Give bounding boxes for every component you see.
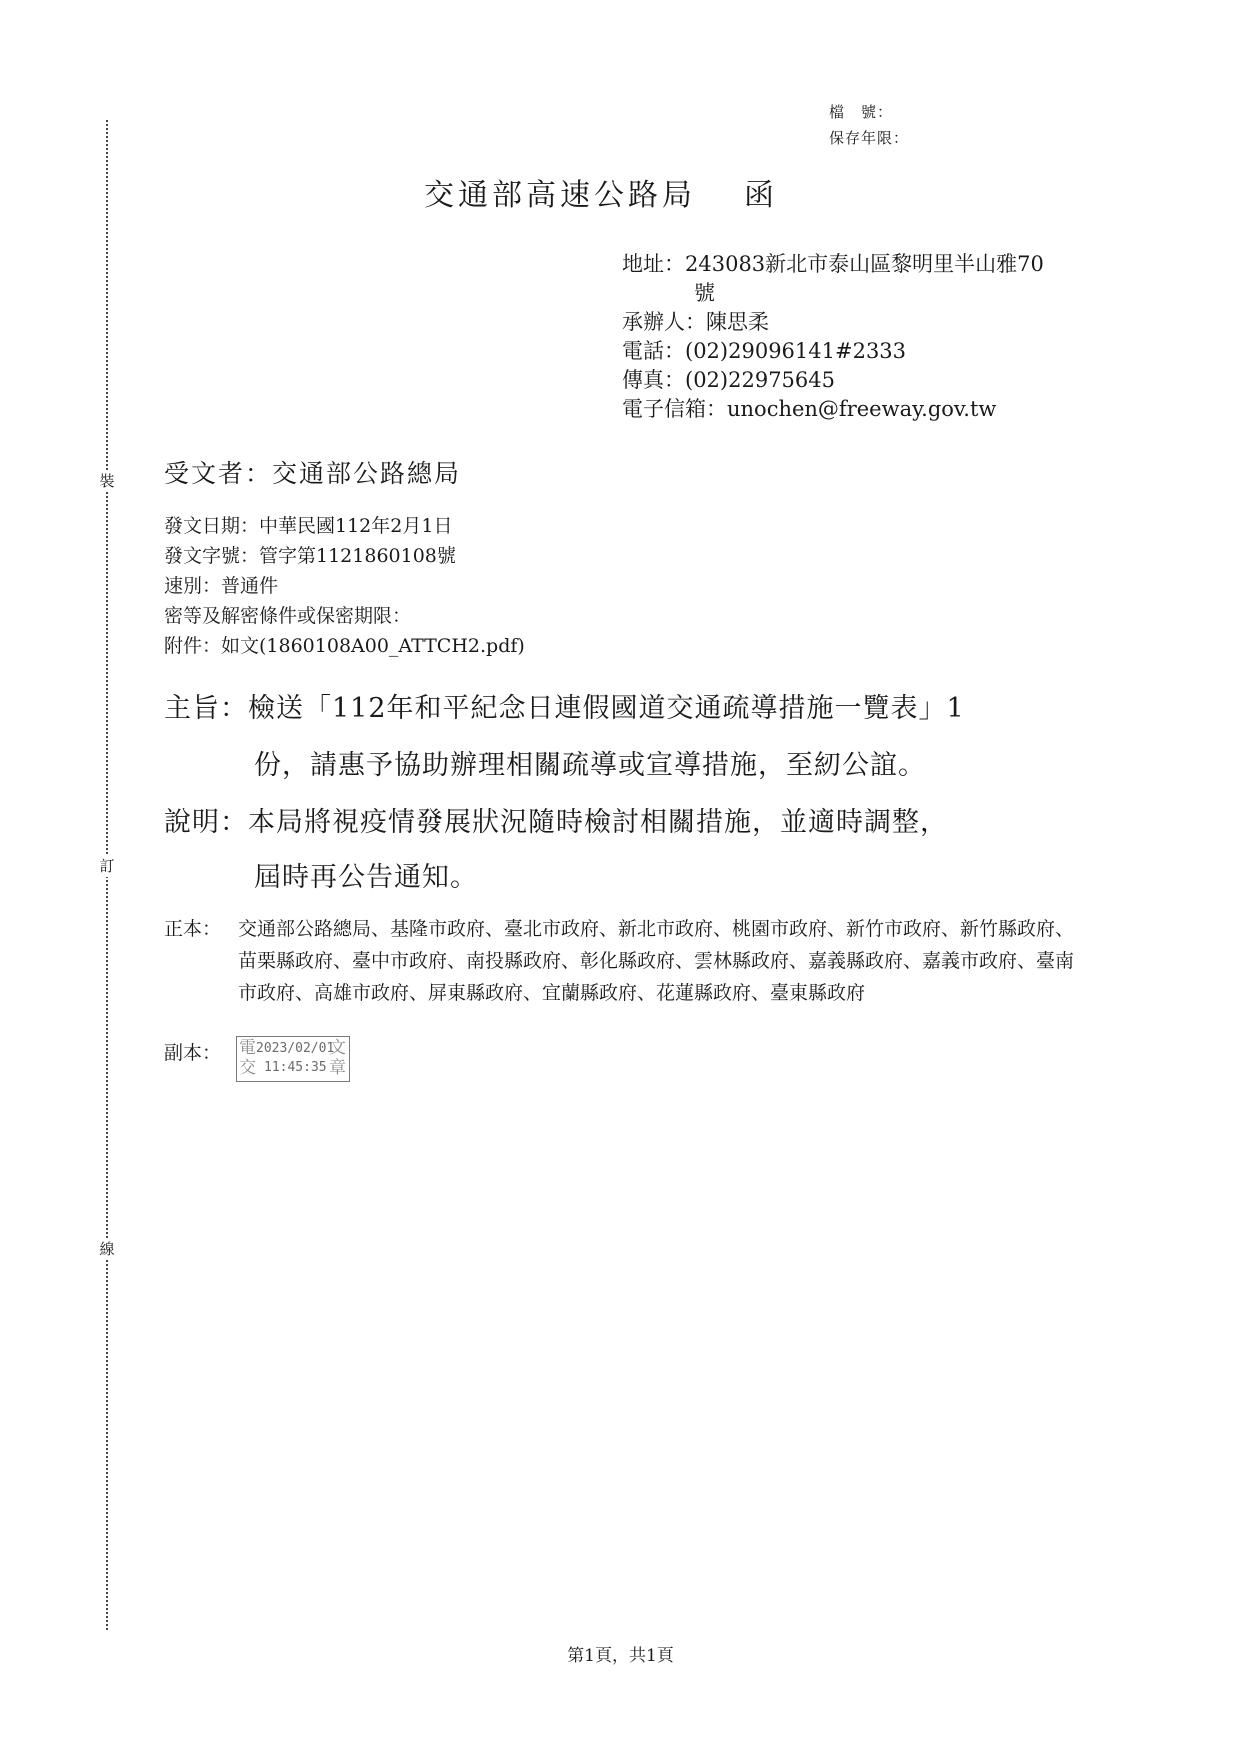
stamp-char: 章 <box>329 1058 346 1078</box>
stamp-char: 電 <box>239 1038 256 1058</box>
page-number: 第1頁，共1頁 <box>567 1646 674 1666</box>
stamp-date: 2023/02/01 <box>256 1041 335 1056</box>
subject-line-1: 主旨：檢送「112年和平紀念日連假國道交通疏導措施一覽表」1 <box>164 693 965 724</box>
email: 電子信箱：unochen@freeway.gov.tw <box>622 397 997 421</box>
electronic-stamp <box>236 1036 350 1082</box>
explanation-line-1: 說明：本局將視疫情發展狀況隨時檢討相關措施，並適時調整， <box>164 807 948 838</box>
document-meta <box>164 511 525 661</box>
retention-period-label: 保存年限： <box>829 129 910 147</box>
classification: 密等及解密條件或保密期限： <box>164 605 412 627</box>
attachment: 附件：如文(1860108A00_ATTCH2.pdf) <box>164 635 525 657</box>
file-number-label: 檔 號： <box>829 103 894 121</box>
binding-mark-ding: 訂 <box>96 855 118 877</box>
distribution-list: 交通部公路總局、基隆市政府、臺北市政府、新北市政府、桃園市政府、新竹市政府、新竹縣政府、苗栗縣政府、臺中市政府、南投縣政府、彰化縣政府、雲林縣政府、嘉義縣政府、嘉義市政府、臺南市政府、高雄市政府、屏東縣政府、宜蘭縣政府、花蓮縣政府、臺東縣政府 <box>238 918 1075 1004</box>
binding-mark-zhuang: 裝 <box>96 470 118 492</box>
subject-line-2: 份，請惠予協助辦理相關疏導或宣導措施，至紉公誼。 <box>254 750 926 781</box>
contact-block <box>622 250 1044 424</box>
stamp-char: 交 <box>239 1058 256 1078</box>
copy-label: 副本： <box>164 1042 222 1064</box>
explanation-line-2: 屆時再公告通知。 <box>254 862 478 893</box>
document-number: 發文字號：管字第1121860108號 <box>164 545 456 567</box>
address-line-1: 地址：243083新北市泰山區黎明里半山雅70 <box>622 252 1044 276</box>
stamp-char: 文 <box>329 1038 346 1058</box>
priority: 速別：普通件 <box>164 575 279 597</box>
phone: 電話：(02)29096141#2333 <box>622 339 907 363</box>
issuing-organization: 交通部高速公路局 <box>424 178 696 213</box>
recipient: 受文者：交通部公路總局 <box>164 459 462 488</box>
issue-date: 發文日期：中華民國112年2月1日 <box>164 515 453 537</box>
document-title <box>424 170 778 214</box>
document-type: 函 <box>744 178 778 213</box>
address-line-2: 號 <box>694 281 715 305</box>
fax: 傳真：(02)22975645 <box>622 368 835 392</box>
handler: 承辦人：陳思柔 <box>622 310 769 334</box>
stamp-time: 11:45:35 <box>264 1060 327 1075</box>
binding-mark-xian: 線 <box>96 1238 118 1260</box>
distribution-label: 正本： <box>164 918 222 940</box>
